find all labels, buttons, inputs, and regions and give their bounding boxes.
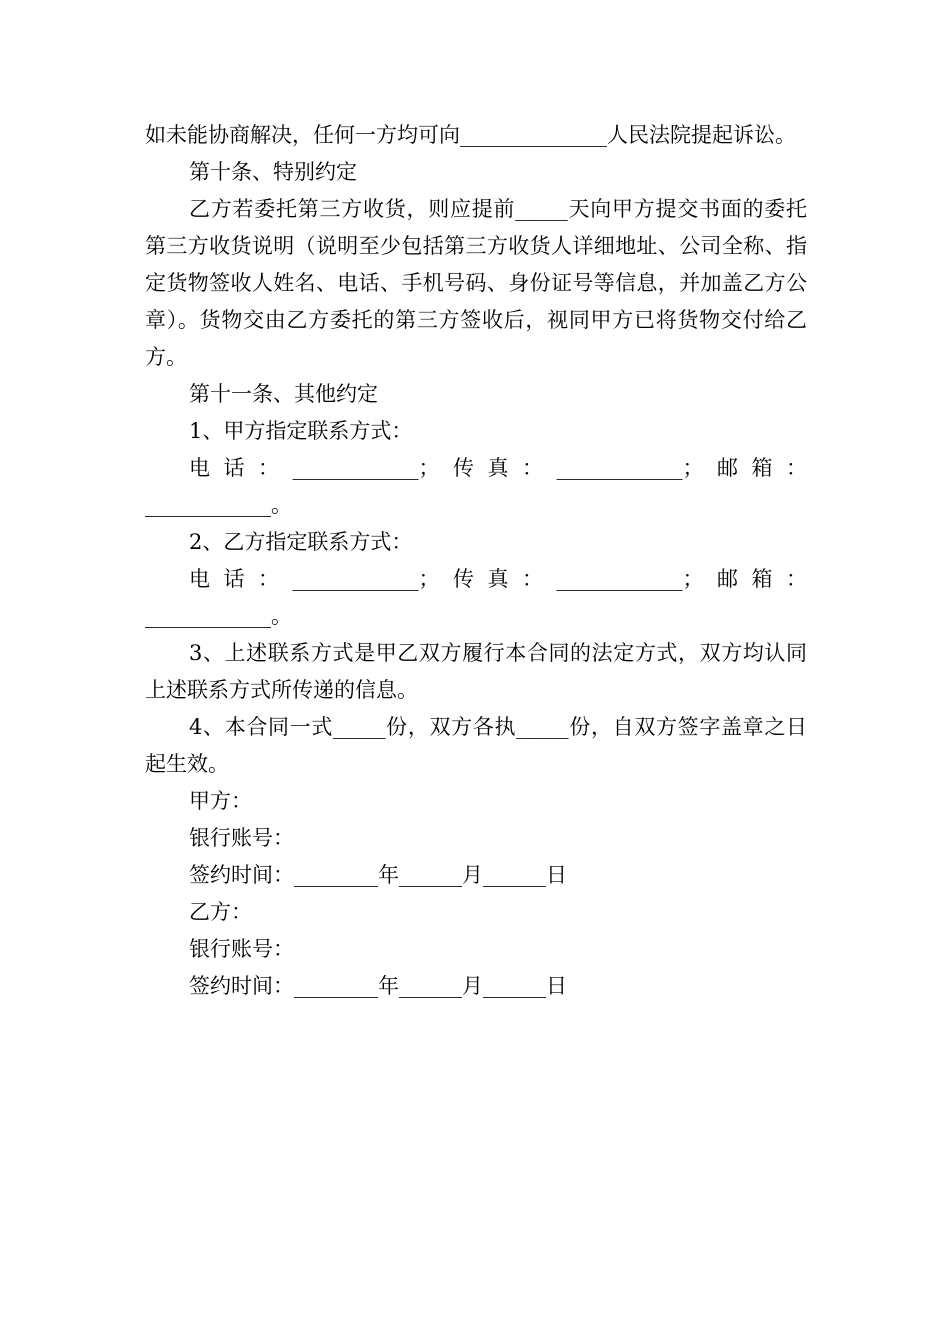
party-b-label: 乙方：: [189, 900, 252, 924]
party-b-bank-account: 银行账号：: [189, 937, 294, 961]
item-2-title: 2、乙方指定联系方式：: [189, 530, 413, 554]
party-a-label: 甲方：: [189, 789, 252, 813]
article-11-title: 第十一条、其他约定: [189, 382, 378, 406]
item-2-contact: 电话：____________；传真：____________；邮箱：____________。: [145, 567, 807, 628]
item-3: 3、上述联系方式是甲乙双方履行本合同的法定方式，双方均认同上述联系方式所传递的信息。: [145, 641, 807, 702]
document-page: [145, 117, 807, 1005]
item-4: 4、本合同一式_____份，双方各执_____份，自双方签字盖章之日起生效。: [145, 715, 807, 776]
item-1-contact: 电话：____________；传真：____________；邮箱：____________。: [145, 456, 807, 517]
party-a-sign-date: 签约时间：________年______月______日: [189, 863, 567, 887]
article-10-title: 第十条、特别约定: [189, 160, 357, 184]
dispute-resolution-paragraph: 如未能协商解决，任何一方均可向______________人民法院提起诉讼。: [145, 123, 796, 147]
item-1-title: 1、甲方指定联系方式：: [189, 419, 413, 443]
article-10-body: 乙方若委托第三方收货，则应提前_____天向甲方提交书面的委托第三方收货说明（说明至少包括第三方收货人详细地址、公司全称、指定货物签收人姓名、电话、手机号码、身份证号等信息，并加盖乙方公章）。货物交由乙方委托的第三方签收后，视同甲方已将货物交付给乙方。: [145, 197, 807, 369]
party-b-sign-date: 签约时间：________年______月______日: [189, 974, 567, 998]
party-a-bank-account: 银行账号：: [189, 826, 294, 850]
